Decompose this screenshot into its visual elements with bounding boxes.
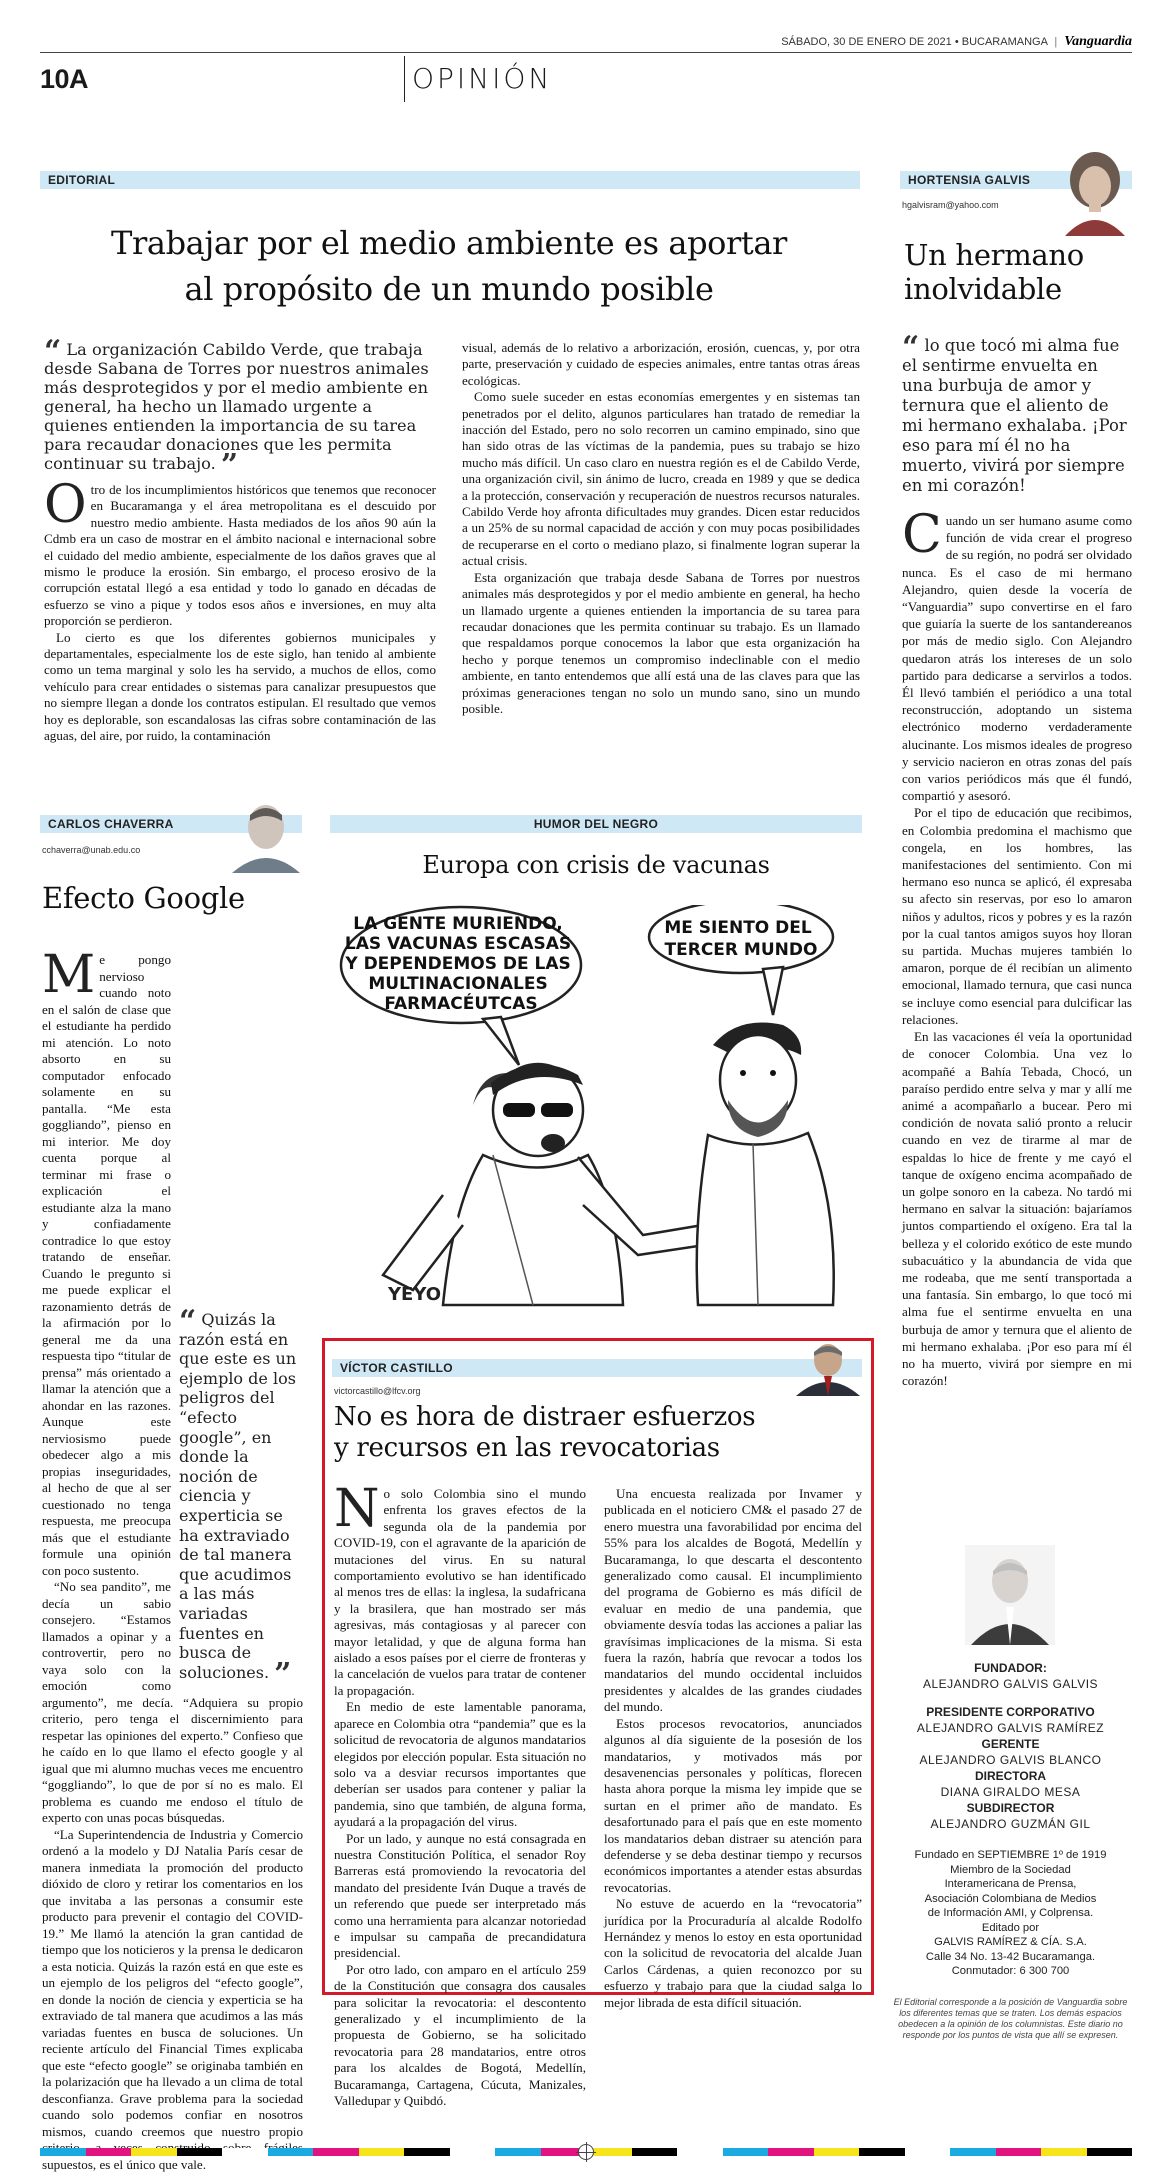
staff-name: ALEJANDRO GALVIS BLANCO xyxy=(919,1753,1102,1767)
editorial-paragraph: Lo cierto es que los diferentes gobiernos municipales y departamentales, especialmente los de este siglo, han tenido al ambiente como un tema marginal y solo les ha servido, a muchos de ellos, como vehículo para crear entidades o sistemas para canalizar presupuestos que no siempre llegan a donde los contratos estipulan. El resultado que vemos hoy es deplorable, son escandalosas las cifras sobre contaminación de las aguas, del aire, por ruido, la contaminación xyxy=(44,629,436,744)
section-divider xyxy=(404,56,405,102)
victor-column-2 xyxy=(604,1486,862,2011)
publisher-info-line: Editado por xyxy=(981,1921,1040,1934)
hortensia-title-line-2: inolvidable xyxy=(904,272,1062,306)
editorial-paragraph: visual, además de lo relativo a arborización, erosión, cuencas, y, por otra parte, preservación y cuidado de especies animales, entre tantas otras áreas ecológicas. xyxy=(462,340,860,388)
editorial-paragraph: tro de los incumplimientos históricos que tenemos que reconocer en Bucaramanga y el área metropolitana es el descuido por nuestro medio ambiente. Hasta mediados de los años 90 aún la Cdmb era un caso de mostrar en el ámbito nacional e internacional sobre el cuidado del medio ambiente, especialmente de los daños graves que al mismo le produce la erosión. Sin embargo, el proceso erosivo de la corrupción estatal llegó a esa entidad y todo lo ganado en décadas de esfuerzo se vino a pique y todos esos años e inversiones, en muy alta proporción se perdieron. xyxy=(44,482,436,629)
staff-name: ALEJANDRO GALVIS RAMÍREZ xyxy=(916,1721,1105,1735)
humor-kicker-label: HUMOR DEL NEGRO xyxy=(533,817,659,831)
carlos-paragraph: “No sea pandito”, me decía un sabio consejero. “Estamos llamados a opinar y a controvertir, pero no vaya solo con la emoción como argumento”, me decía. “Adquiera su propio criterio, pero tenga el discernimiento para respetar las opiniones del experto.” Confieso que he caído en lo que llamo el efecto google y al igual que mi alumno muchas veces me encuentro “goggliando”, lo que de por sí no es malo. El problema es cuando me endoso el título de experto con unas pocas búsquedas. xyxy=(42,1579,303,1825)
editorial-kicker xyxy=(40,171,860,189)
hortensia-paragraph: uando un ser humano asume como función de vida crear el progreso de su región, no podrá ser olvidado nunca. Es el caso de mi hermano Alejandro, quien desde la vocería de “Vanguardia” supo convertirse en el faro que guiaría la suerte de los santandereanos por más de medio siglo. Con Alejandro quedaron atrás los intereses de un solo partido para dedicarse a servirlos a todos. Él llevó también el periódico a una total reconstrucción, adoptando un sistema electrónico moderno verdaderamente alucinante. Los mismos ideales de progreso y servicio nacieron en otras zonas del país con varios periódicos más que él fundó, compartió y asesoró. xyxy=(902,513,1132,804)
editorial-kicker-label: EDITORIAL xyxy=(48,173,116,187)
masthead-rule xyxy=(40,52,1132,53)
hortensia-dropcap: C xyxy=(902,505,942,565)
cartoon-left-figure xyxy=(383,1064,705,1305)
publisher-info-line: Fundado en SEPTIEMBRE 1º de 1919 xyxy=(914,1849,1107,1861)
editorial-column-1 xyxy=(44,475,436,745)
editorial-title-line-1: Trabajar por el medio ambiente es aportar xyxy=(111,224,787,262)
hortensia-author-photo xyxy=(1055,146,1133,236)
section-title: OPINIÓN xyxy=(412,62,553,95)
hortensia-paragraph: Por el tipo de educación que recibimos, en Colombia predomina el machismo que congela, en los hombres, las manifestaciones del sentimiento. Con mi hermano eso nunca se aplicó, él expresaba su afecto sin reservas, por eso lo amaron niños y adultos, ricos y pobres y es la razón por la cual tantos amigos suyos hoy lloran su partida. Muchas mujeres también lo amaron, porque de él recibían un alimento emocional, llamado ternura, que casi nunca se incluye como esencial para dulcificar las relaciones. xyxy=(902,805,1132,1027)
disclaimer-text: El Editorial corresponde a la posición de Vanguardia sobre los diferentes temas que se traten. Los demás espacios obedecen a la opinión de los columnistas. Este diario no responde por los puntos de vista que allí se expresen. xyxy=(893,1996,1128,2040)
victor-email[interactable]: victorcastillo@lfcv.org xyxy=(334,1386,421,1396)
victor-paragraph: Por un lado, y aunque no está consagrada en nuestra Constitución Política, el senador Roy Barreras está promoviendo la revocatoria del mandato del presidente Iván Duque a través de un referendo que puede ser interpretado más como una herramienta para alcanzar notoriedad e impulsar su campaña de precandidatura presidencial. xyxy=(334,1830,586,1961)
dateline: SÁBADO, 30 DE ENERO DE 2021 • BUCARAMANGA | Vanguardia xyxy=(781,34,1132,49)
victor-dropcap: N xyxy=(334,1479,380,1539)
close-quote-icon: ” xyxy=(220,448,239,483)
carlos-paragraph: e pongo nervioso cuando noto en el salón de clase que el estudiante ha perdido mi atención. Lo noto absorto en su computador enfocado solamente en su pantalla. “Me esta goggliando”, pienso en mi interior. Me doy cuenta porque al terminar mi frase o explicación el estudiante alza la mano y confiadamente contradice lo que estoy tratando de enseñar. Cuando le pregunto si me puede explicar el razonamiento detrás de la afirmación por lo general me da una respuesta tipo “titular de prensa” más orientado a llamar la atención que a ahondar en las razones. Aunque este nerviosismo puede obedecer algo a mis propias inseguridades, al hecho de que al ser cuestionado no tenga respuesta, me preocupa más que el estudiante formule una opinión con poco sustento. xyxy=(42,952,171,1578)
open-quote-icon: “ xyxy=(179,1304,197,1339)
carlos-paragraph: “La Superintendencia de Industria y Comercio ordenó a la modelo y DJ Natalia París cesar de manera inmediata la promoción del producto dióxido de cloro y retirar los comentarios en los que invitaba a las personas a consumir este producto para prevenir el contagio del COVID-19.” Me llamó la atención la gran cantidad de tiempo que los noticieros y la prensa le dedicaron a esta noticia. Quizás la razón está en que este es un ejemplo de los peligros del “efecto google”, en donde la noción de ciencia y experticia se ha extraviado de tal manera que acudimos a las más variadas fuentes en busca de soluciones. Un reciente artículo del Financial Times explicaba que este “efecto google” se originaba también en la polarización que ha llevado a un clima de total desconfianza. Grave problema para la sociedad cuando solo podemos confiar en nosotros mismos, cuando creemos que nuestro propio supuestos, es el único que vale. xyxy=(42,1826,303,2172)
publisher-info xyxy=(888,1848,1133,1979)
editorial-column-2 xyxy=(462,340,860,717)
victor-paragraph: o solo Colombia sino el mundo enfrenta los graves efectos de la segunda ola de la pandemia por COVID-19, con el agravante de la aparición de mutaciones del virus. En su natural comportamiento evolutivo se han identificado al menos tres de ellas: la inglesa, la sudafricana y la brasilera, que han mostrado ser más agresivas, más contagiosas y al parecer con mayor letalidad, y que de alguna forma han aislado a esos países por el cierre de fronteras y la cancelación de vuelos para tratar de contener la propagación. xyxy=(334,1486,586,1698)
carlos-author-photo xyxy=(228,797,302,873)
victor-column-1 xyxy=(334,1479,586,2109)
carlos-dropcap: M xyxy=(42,945,96,1005)
publisher-info-line: Calle 34 No. 13-42 Bucaramanga. xyxy=(925,1950,1096,1963)
humor-title: Europa con crisis de vacunas xyxy=(422,851,770,879)
editorial-pull-quote xyxy=(44,334,434,483)
hortensia-pull-quote-text: lo que tocó mi alma fue el sentirme envuelta en una burbuja de amor y ternura que el aliento de mi hermano exhalaba. ¡Por eso para mí él no ha muerto, vivirá por siempre en mi corazón! xyxy=(902,336,1127,495)
carlos-title: Efecto Google xyxy=(42,881,245,915)
humor-cartoon xyxy=(333,905,868,1315)
carlos-pull-quote xyxy=(179,1304,303,1692)
staff-name: DIANA GIRALDO MESA xyxy=(940,1785,1081,1799)
hortensia-column xyxy=(902,505,1132,1389)
victor-paragraph: Estos procesos revocatorios, anunciados algunos al día siguiente de la posesión de los mandatarios, y motivados más por desavenencias personales y políticas, florecen hasta ahora porque la misma ley impide que se surtan en el primer año de mandato. Es desafortunado para el país que en este momento los mandatarios deban distraer su atención para defenderse y se deba destinar tiempo y recursos económicos importantes a atender estas absurdas revocatorias. xyxy=(604,1715,862,1895)
editorial-paragraph: Esta organización que trabaja desde Sabana de Torres por nuestros animales más desprotegidos y por el medio ambiente en general, ha hecho un llamado urgente a quienes entienden la importancia de su tarea para recaudar donaciones que les permita continuar su trabajo. Es un llamado que respaldamos porque conocemos la labor que esta organización ha hecho y porque tenemos un compromiso indeclinable con el medio ambiente, en tanto entendemos que allí está una de las claves para que las próximas generaciones tengan no solo un mundo sano, sino un mundo posible. xyxy=(462,569,860,716)
victor-title xyxy=(334,1402,755,1464)
staff-role: PRESIDENTE CORPORATIVO xyxy=(926,1705,1095,1719)
publisher-info-line: Asociación Colombiana de Medios xyxy=(924,1892,1097,1905)
bubble-right-line: ME SIENTO DEL xyxy=(664,918,812,938)
editorial-title-line-2: al propósito de un mundo posible xyxy=(184,270,714,308)
hortensia-pull-quote xyxy=(902,330,1132,496)
humor-kicker xyxy=(330,815,862,833)
victor-kicker xyxy=(332,1359,862,1377)
editorial-title xyxy=(44,220,854,312)
founder-photo xyxy=(965,1545,1055,1645)
carlos-pull-quote-text: Quizás la razón está en que este es un ejemplo de los peligros del “efecto google”, en donde la noción de ciencia y experticia se ha extraviado de tal manera que acudimos a las más variadas fuentes en busca de soluciones. xyxy=(179,1310,297,1682)
carlos-kicker-label: CARLOS CHAVERRA xyxy=(48,817,174,831)
hortensia-title-line-1: Un hermano xyxy=(904,238,1084,272)
victor-paragraph: En medio de este lamentable panorama, aparece en Colombia otra “pandemia” que es la solicitud de revocatoria de algunos mandatarios elegidos por elección popular. Esta situación no solo va a desviar recursos importantes que deberían ser usados para contener y paliar la pandemia, sino que también, de alguna forma, ayudará a la propagación del virus. xyxy=(334,1699,586,1830)
publisher-info-line: Conmutador: 6 300 700 xyxy=(951,1965,1070,1977)
victor-title-line-1: No es hora de distraer esfuerzos xyxy=(334,1402,756,1432)
cartoon-signature: YEYO xyxy=(388,1284,442,1305)
victor-paragraph: Por otro lado, con amparo en el artículo 259 de la Constitución que consagra dos causales para solicitar la revocatoria: el descontento generalizado y el incumplimiento de la propuesta de Gobierno, se ha solicitado revocatoria para 28 mandatarios, entre otros para los alcaldes de Bogotá, Medellín, Bucaramanga, Cartagena, Cúcuta, Manizales, Valledupar y Quibdó. xyxy=(334,1961,586,2109)
editorial-dropcap: O xyxy=(44,475,87,535)
editorial-paragraph: Como suele suceder en estas economías emergentes y en sistemas tan penetrados por el delito, algunos particulares han tratado de remediar la inacción del Estado, pero no solo recorren un camino empinado, sino que han sido otras de las víctimas de la pandemia, pues su trabajo se hizo mucho más difícil. Un caso claro en nuestra región es el de Cabildo Verde, una organización civil, sin ánimo de lucro, creada en 1989 y que se dedica a la protección, conservación y recuperación de nuestros recursos naturales. Cabildo Verde hoy afronta dificultades muy grandes. Dicen estar reducidos a un 25% de su normal capacidad de acción y con muy pocas posibilidades de recuperarse en el corto o mediano plazo, si finalmente logran superar la actual crisis. xyxy=(462,389,860,569)
bubble-left-line: MULTINACIONALES xyxy=(368,974,548,994)
hortensia-title xyxy=(904,238,1084,306)
cartoon-illustration xyxy=(333,905,868,1315)
bubble-right-line: TERCER MUNDO xyxy=(664,940,818,960)
victor-title-line-2: y recursos en las revocatorias xyxy=(334,1433,720,1463)
brand-logo[interactable]: Vanguardia xyxy=(1064,34,1132,49)
editorial-pull-quote-text: La organización Cabildo Verde, que trabaja desde Sabana de Torres por nuestros animales más desprotegidos y por el medio ambiente en general, ha hecho un llamado urgente a quienes entienden la importancia de su tarea para recaudar donaciones que les permita continuar su trabajo. xyxy=(44,340,429,473)
registration-mark-icon xyxy=(578,2144,594,2160)
bubble-left-line: LAS VACUNAS ESCASAS xyxy=(344,934,572,954)
hortensia-paragraph: En las vacaciones él veía la oportunidad de conocer Colombia. Una vez lo acompañé a Bahía Tebada, Chocó, un paraíso perdido entre selva y mar y allí me animé a acompañarlo a bucear. Pero mi condición de novata salió pronto a relucir cuando en vez de tirarme al mar de espaldas lo hice de frente y me cayó el tanque de oxígeno encima acompañado de un golpe sonoro en la cabeza. No tardó mi hermano en salvar la situación: bajaríamos juntos compartiendo el oxígeno. Era tal la belleza y el colorido exótico de este mundo subacuático y la abundancia de vida que me rodeaba, que me sentí transportada a una fantasía. Sin embargo, lo que tocó mi alma fue el sentirme envuelta en una burbuja de amor y ternura que el aliento de mi hermano exhalaba. ¡Por eso para mí él no ha muerto, vivirá por siempre en mi corazón! xyxy=(902,1029,1132,1389)
staff-role: DIRECTORA xyxy=(974,1769,1047,1783)
staff-role: FUNDADOR: xyxy=(974,1661,1047,1675)
staff-directory xyxy=(888,1660,1133,2041)
cartoon-right-figure xyxy=(697,1023,834,1306)
staff-role: GERENTE xyxy=(981,1737,1040,1751)
staff-name: ALEJANDRO GALVIS GALVIS xyxy=(922,1677,1099,1691)
victor-author-photo xyxy=(788,1338,862,1396)
open-quote-icon: “ xyxy=(902,330,920,365)
publisher-info-line: de Información AMI, y Colprensa. xyxy=(927,1907,1094,1919)
page-number: 10A xyxy=(40,64,89,94)
date-text: SÁBADO, 30 DE ENERO DE 2021 • BUCARAMANGA xyxy=(781,36,1048,48)
open-quote-icon: “ xyxy=(44,334,62,369)
publisher-info-line: Miembro de la Sociedad xyxy=(950,1863,1071,1876)
victor-paragraph: No estuve de acuerdo en la “revocatoria” jurídica por la Procuraduría al alcalde Rodolfo Hernández y menos lo estoy en esta oportunidad con la solicitud de revocatoria del alcalde Juan Carlos Cárdenas, a quien reconozco por su esfuerzo y trabajo para que la ciudad salga lo mejor librada de esta difícil situación. xyxy=(604,1896,862,2010)
hortensia-email[interactable]: hgalvisram@yahoo.com xyxy=(902,200,999,210)
victor-kicker-label: VÍCTOR CASTILLO xyxy=(340,1361,453,1375)
carlos-column xyxy=(42,945,303,2173)
victor-paragraph: Una encuesta realizada por Invamer y publicada en el noticiero CM& el pasado 27 de enero muestra una favorabilidad por encima del 55% para los alcaldes de Bogotá, Medellín y Bucaramanga, lo que descarta el descontento generalizado como causal. El incumplimiento del programa de Gobierno es más difícil de evaluar en medio de una pandemia, que obviamente desvía todas las acciones a paliar las gravísimas implicaciones de la misma. Si esta fuera la razón, habría que revocar a todos los mandatarios del mundo occidental incluidos presidentes y alcaldes de las grandes ciudades del mundo. xyxy=(604,1486,862,1715)
bubble-left-line: Y DEPENDEMOS DE LAS xyxy=(345,954,571,974)
carlos-email[interactable]: cchaverra@unab.edu.co xyxy=(42,845,141,855)
staff-role: SUBDIRECTOR xyxy=(966,1801,1055,1815)
bubble-left-line: FARMACÉUTCAS xyxy=(384,994,538,1014)
close-quote-icon: ” xyxy=(274,1656,292,1692)
publisher-info-line: Interamericana de Prensa, xyxy=(944,1878,1077,1890)
bubble-left-line: LA GENTE MURIENDO, xyxy=(353,914,563,934)
staff-name: ALEJANDRO GUZMÁN GIL xyxy=(930,1817,1091,1831)
hortensia-kicker-label: HORTENSIA GALVIS xyxy=(908,173,1031,187)
publisher-info-line: GALVIS RAMÍREZ & CÍA. S.A. xyxy=(934,1936,1087,1948)
